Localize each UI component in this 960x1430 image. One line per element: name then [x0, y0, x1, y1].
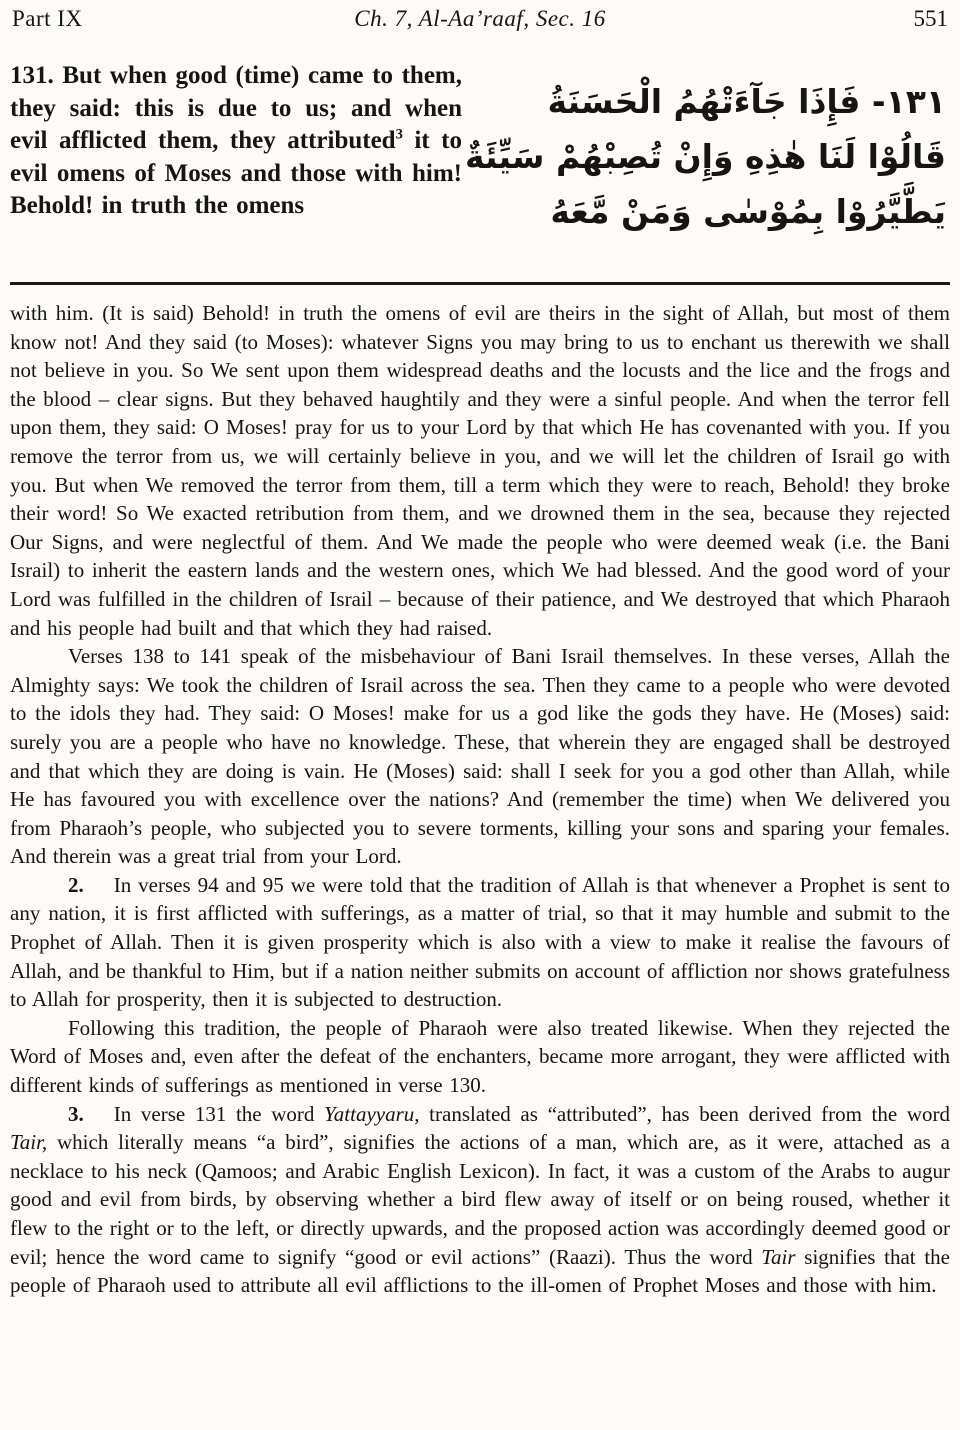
commentary-paragraph-3: 2. In verses 94 and 95 we were told that the tradition of Allah is that whenever a Prophet is sent to any nation, it is first afflicted with sufferings, as a matter of trial, so that it may humble and submit to the Prophet of Allah. Then it is given prosperity which is also with a view to make it realise the favours of Allah, and be thankful to Him, but if a nation neither submits on account of affliction nor shows gratefulness to Allah for prosperity, then it is subjected to destruction.	[10, 872, 950, 1012]
arabic-line-3: يَطَّيَّرُوْا بِمُوْسٰى وَمَنْ مَّعَهُ	[550, 192, 946, 231]
header-part-label: Part IX	[12, 6, 83, 31]
commentary-paragraph-2: Verses 138 to 141 speak of the misbehaviour of Bani Israil themselves. In these verses, Allah the Almighty says: We took the children of Israil across the sea. Then they came to a people who were devoted to the idols they had. They said: O Moses! make for us a god like the gods they have. He (Moses) said: surely you are a people who have no knowledge. These, that wherein they are engaged shall be destroyed and that which they are doing is vain. He (Moses) said: shall I seek for you a god other than Allah, while He has favoured you with excellence over the nations? And (remember the time) when We delivered you from Pharaoh’s people, who subjected you to severe torments, killing your sons and sparing your females. And therein was a great trial from your Lord.	[10, 644, 950, 869]
verse-section	[0, 60, 960, 260]
commentary-paragraph-1: with him. (It is said) Behold! in truth the omens of evil are theirs in the sight of Allah, but most of them know not! And they said (to Moses): whatever Signs you may bring to us to enchant us therewith we shall not believe in you. So We sent upon them widespread deaths and the locusts and the lice and the frogs and the blood – clear signs. But they behaved haughtily and they were a sinful people. And when the terror fell upon them, they said: O Moses! pray for us to your Lord by that which He has covenanted with you. If you remove the terror from us, we will certainly believe in you, and we will let the children of Israil go with you. But when We removed the terror from them, till a term which they were to reach, Behold! they broke their word! So We exacted retribution from them, and we drowned them in the sea, because they rejected Our Signs, and were neglectful of them. And We made the people who were deemed weak (i.e. the Bani Israil) to inherit the eastern lands and the western ones, which We had blessed. And the good word of your Lord was fulfilled in the children of Israil – because of their patience, and We destroyed that which Pharaoh and his people had built and that which they had raised.	[10, 301, 950, 640]
commentary-section	[0, 295, 960, 1300]
divider-rule	[10, 282, 950, 285]
verse-translation: 131. But when good (time) came to them, they said: this is due to us; and when evil afflicted them, they attributed$^3$ it to evil omens of Moses and those with him! Behold! in truth the omens	[10, 62, 462, 219]
header-page-number: 551	[913, 6, 948, 31]
arabic-line-2: قَالُوْا لَنَا هٰذِهِ وَإِنْ تُصِبْهُمْ سَيِّئَةٌ	[465, 137, 946, 176]
arabic-line-1: ١٣١- فَإِذَا جَآءَتْهُمُ الْحَسَنَةُ	[547, 82, 946, 121]
header-chapter-title: Ch. 7, Al-Aa’raaf, Sec. 16	[354, 6, 606, 31]
running-head	[0, 4, 960, 32]
arabic-verse	[462, 60, 952, 260]
commentary-paragraph-5: 3. In verse 131 the word Yattayyaru, translated as “attributed”, has been derived from the word Tair, which literally means “a bird”, signifies the actions of a man, which are, as it were, attached as a necklace to his neck (Qamoos; and Arabic English Lexicon). In fact, it was a custom of the Arabs to augur good and evil from birds, by observing whether a bird flew away of itself or on being roused, whether it flew to the right or to the left, or directly upwards, and the proposed action was accordingly deemed good or evil; hence the word came to signify “good or evil actions” (Raazi). Thus the word Tair signifies that the people of Pharaoh used to attribute all evil afflictions to the ill-omen of Prophet Moses and those with him.	[10, 1101, 950, 1298]
commentary-paragraph-4: Following this tradition, the people of Pharaoh were also treated likewise. When they rejected the Word of Moses and, even after the defeat of the enchanters, became more arrogant, they were afflicted with different kinds of sufferings as mentioned in verse 130.	[10, 1015, 950, 1098]
